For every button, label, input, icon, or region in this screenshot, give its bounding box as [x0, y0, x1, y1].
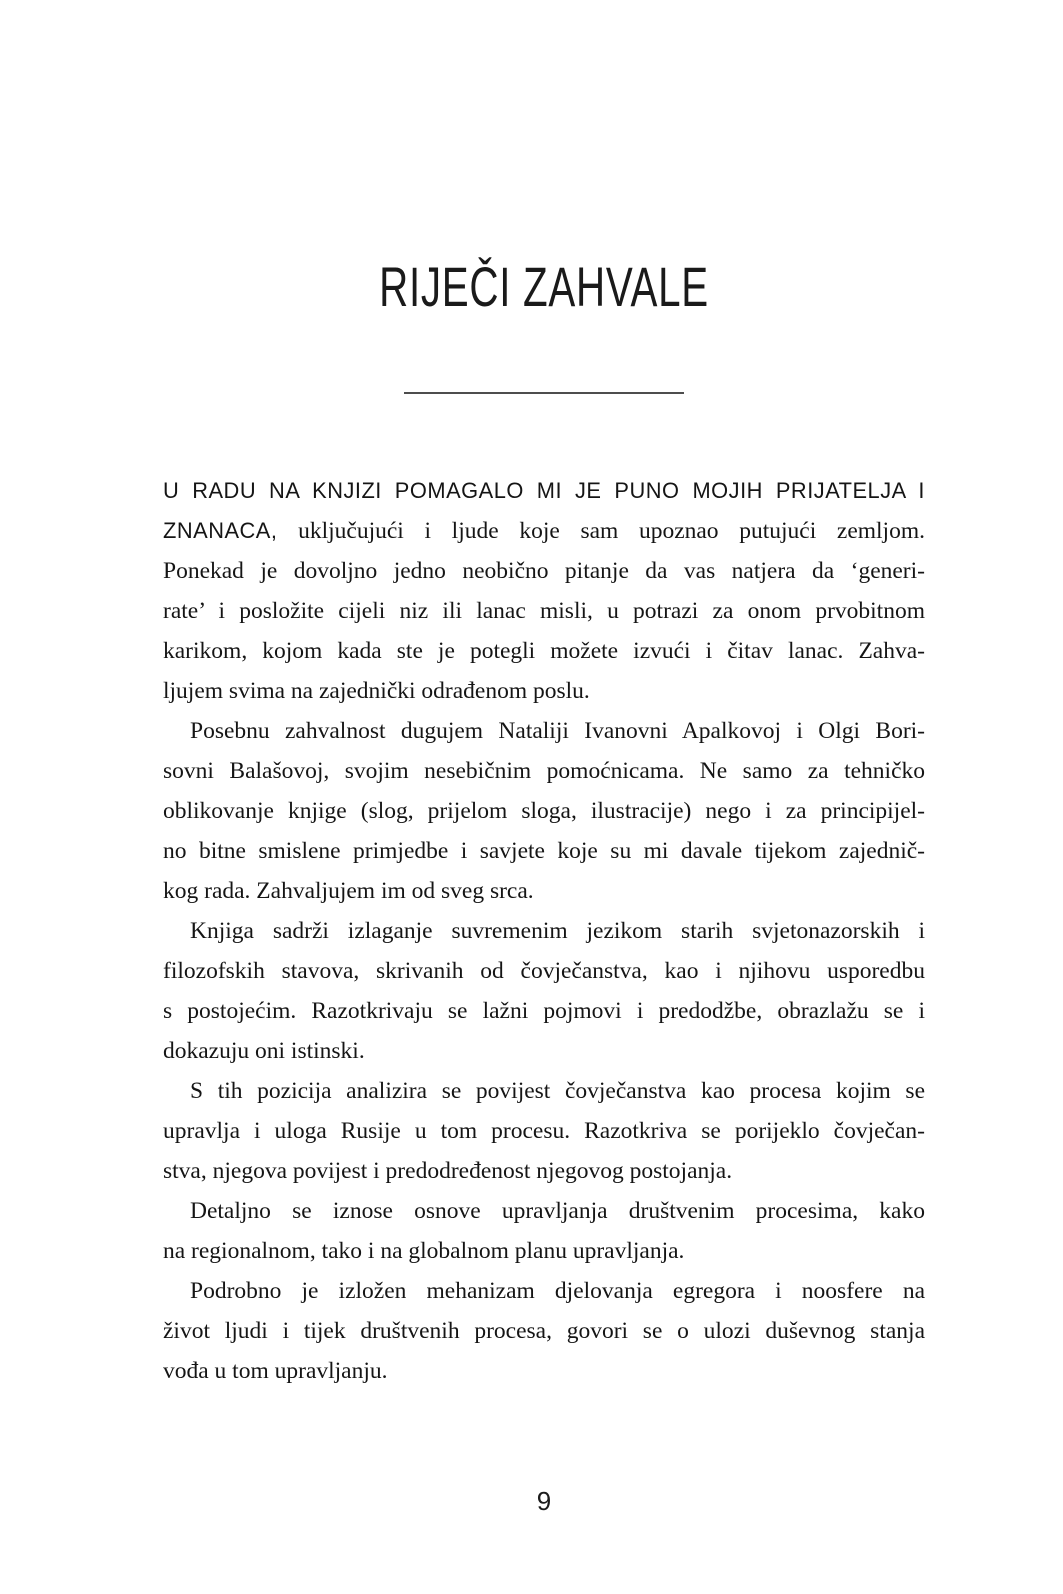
page-content — [163, 0, 925, 1594]
body-text-segment: na regionalnom, tako i na globalnom planu upravljanja. — [163, 1238, 685, 1264]
body-text-segment: Detaljno se iznose osnove upravljanja društvenim procesima, kako — [190, 1198, 925, 1224]
text-line — [163, 751, 925, 791]
body-text-segment: sovni Balašovoj, svojim nesebičnim pomoćnicama. Ne samo za tehničko — [163, 758, 925, 784]
text-line — [163, 791, 925, 831]
text-line — [163, 591, 925, 631]
body-text-segment: Podrobno je izložen mehanizam djelovanja egregora i noosfere na — [190, 1278, 925, 1304]
body-text-segment: rate’ i posložite cijeli niz ili lanac misli, u potrazi za onom prvobitnom — [163, 598, 925, 624]
body-text-segment: Knjiga sadrži izlaganje suvremenim jezikom starih svjetonazorskih i — [190, 918, 925, 944]
title-divider — [404, 392, 684, 394]
text-line — [163, 991, 925, 1031]
lead-in-caps: ZNANACA, — [163, 518, 278, 543]
body-text-segment: dokazuju oni istinski. — [163, 1038, 365, 1064]
text-line — [163, 1191, 925, 1231]
text-line — [163, 1031, 925, 1071]
text-line — [163, 1111, 925, 1151]
body-text-segment: filozofskih stavova, skrivanih od čovječanstva, kao i njihovu usporedbu — [163, 958, 925, 984]
text-line — [163, 1151, 925, 1191]
body-text-segment: stva, njegova povijest i predodređenost njegovog postojanja. — [163, 1158, 733, 1184]
chapter-title — [163, 257, 925, 317]
text-line — [163, 911, 925, 951]
text-line — [163, 1311, 925, 1351]
chapter-title-text: RIJEČI ZAHVALE — [379, 255, 709, 318]
text-line — [163, 631, 925, 671]
text-line — [163, 511, 925, 551]
text-line — [163, 1271, 925, 1311]
text-line — [163, 1071, 925, 1111]
body-text-segment: vođa u tom upravljanju. — [163, 1358, 388, 1384]
body-text — [163, 471, 925, 1391]
lead-in-caps: U RADU NA KNJIZI POMAGALO MI JE PUNO MOJIH PRIJATELJA I — [163, 478, 925, 503]
body-text-segment: ljujem svima na zajednički odrađenom poslu. — [163, 678, 590, 704]
body-text-segment: život ljudi i tijek društvenih procesa, govori se o ulozi duševnog stanja — [163, 1318, 925, 1344]
text-line — [163, 1231, 925, 1271]
body-text-segment: Ponekad je dovoljno jedno neobično pitanje da vas natjera da ‘generi- — [163, 558, 925, 584]
text-line — [163, 951, 925, 991]
body-text-segment: uključujući i ljude koje sam upoznao putujući zemljom. — [277, 518, 925, 544]
body-text-segment: no bitne smislene primjedbe i savjete koje su mi davale tijekom zajednič- — [163, 838, 925, 864]
body-text-segment: kog rada. Zahvaljujem im od sveg srca. — [163, 878, 534, 904]
text-line — [163, 671, 925, 711]
text-line — [163, 871, 925, 911]
text-line — [163, 551, 925, 591]
text-line — [163, 471, 925, 511]
body-text-segment: s postojećim. Razotkrivaju se lažni pojmovi i predodžbe, obrazlažu se i — [163, 998, 925, 1024]
body-text-segment: karikom, kojom kada ste je potegli možete izvući i čitav lanac. Zahva- — [163, 638, 925, 664]
text-line — [163, 711, 925, 751]
body-text-segment: S tih pozicija analizira se povijest čovječanstva kao procesa kojim se — [190, 1078, 925, 1104]
text-line — [163, 1351, 925, 1391]
body-text-segment: Posebnu zahvalnost dugujem Nataliji Ivanovni Apalkovoj i Olgi Bori- — [190, 718, 925, 744]
body-text-segment: oblikovanje knjige (slog, prijelom sloga, ilustracije) nego i za principijel- — [163, 798, 925, 824]
body-text-segment: upravlja i uloga Rusije u tom procesu. Razotkriva se porijeklo čovječan- — [163, 1118, 925, 1144]
text-line — [163, 831, 925, 871]
page-number: 9 — [536, 1486, 552, 1516]
